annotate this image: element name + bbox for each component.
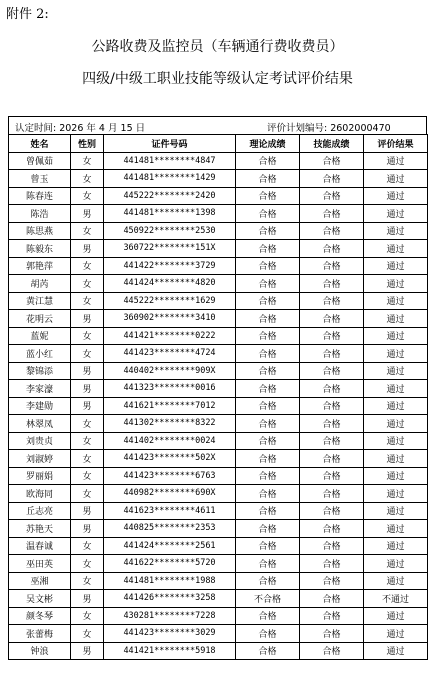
result-cell: 通过 bbox=[364, 397, 428, 415]
gender-cell: 男 bbox=[71, 380, 104, 398]
name-cell: 巫田英 bbox=[9, 555, 71, 573]
theory-score-cell: 合格 bbox=[236, 415, 300, 433]
id-number-cell: 441422********3729 bbox=[104, 257, 236, 275]
gender-cell: 女 bbox=[71, 415, 104, 433]
id-number-cell: 441481********1988 bbox=[104, 572, 236, 590]
result-cell: 通过 bbox=[364, 380, 428, 398]
table-row bbox=[9, 397, 428, 415]
gender-cell: 男 bbox=[71, 205, 104, 223]
theory-score-cell: 合格 bbox=[236, 572, 300, 590]
gender-cell: 男 bbox=[71, 310, 104, 328]
result-cell: 通过 bbox=[364, 205, 428, 223]
result-cell: 通过 bbox=[364, 292, 428, 310]
theory-score-cell: 合格 bbox=[236, 310, 300, 328]
theory-score-cell: 合格 bbox=[236, 432, 300, 450]
id-number-cell: 430281********7228 bbox=[104, 607, 236, 625]
id-number-cell: 441423********502X bbox=[104, 450, 236, 468]
skill-score-cell: 合格 bbox=[300, 625, 364, 643]
gender-cell: 女 bbox=[71, 327, 104, 345]
gender-cell: 男 bbox=[71, 642, 104, 660]
table-row bbox=[9, 520, 428, 538]
table-row bbox=[9, 572, 428, 590]
skill-score-cell: 合格 bbox=[300, 520, 364, 538]
id-number-cell: 441426********3258 bbox=[104, 590, 236, 608]
name-cell: 巫湘 bbox=[9, 572, 71, 590]
id-number-cell: 445222********1629 bbox=[104, 292, 236, 310]
id-number-cell: 360722********151X bbox=[104, 240, 236, 258]
name-cell: 林翠凤 bbox=[9, 415, 71, 433]
name-cell: 胡芮 bbox=[9, 275, 71, 293]
header-result: 评价结果 bbox=[364, 135, 428, 153]
id-number-cell: 441323********0016 bbox=[104, 380, 236, 398]
attachment-label: 附件 2: bbox=[6, 7, 49, 22]
gender-cell: 男 bbox=[71, 362, 104, 380]
gender-cell: 女 bbox=[71, 450, 104, 468]
skill-score-cell: 合格 bbox=[300, 275, 364, 293]
name-cell: 吴文彬 bbox=[9, 590, 71, 608]
skill-score-cell: 合格 bbox=[300, 397, 364, 415]
result-cell: 通过 bbox=[364, 222, 428, 240]
result-cell: 不通过 bbox=[364, 590, 428, 608]
name-cell: 蓝妮 bbox=[9, 327, 71, 345]
theory-score-cell: 合格 bbox=[236, 275, 300, 293]
skill-score-cell: 合格 bbox=[300, 607, 364, 625]
name-cell: 曾玉 bbox=[9, 170, 71, 188]
name-cell: 苏艳天 bbox=[9, 520, 71, 538]
table-row bbox=[9, 467, 428, 485]
id-number-cell: 441424********2561 bbox=[104, 537, 236, 555]
skill-score-cell: 合格 bbox=[300, 292, 364, 310]
theory-score-cell: 合格 bbox=[236, 187, 300, 205]
id-number-cell: 441621********7012 bbox=[104, 397, 236, 415]
result-cell: 通过 bbox=[364, 170, 428, 188]
skill-score-cell: 合格 bbox=[300, 502, 364, 520]
name-cell: 花明云 bbox=[9, 310, 71, 328]
id-number-cell: 441421********0222 bbox=[104, 327, 236, 345]
table-row bbox=[9, 590, 428, 608]
result-cell: 通过 bbox=[364, 152, 428, 170]
skill-score-cell: 合格 bbox=[300, 642, 364, 660]
result-cell: 通过 bbox=[364, 327, 428, 345]
skill-score-cell: 合格 bbox=[300, 572, 364, 590]
assessment-date: 认定时间: 2026 年 4 月 15 日 bbox=[15, 123, 146, 134]
table-row bbox=[9, 380, 428, 398]
result-cell: 通过 bbox=[364, 520, 428, 538]
name-cell: 钟浪 bbox=[9, 642, 71, 660]
table-row bbox=[9, 537, 428, 555]
id-number-cell: 360902********3410 bbox=[104, 310, 236, 328]
gender-cell: 女 bbox=[71, 187, 104, 205]
result-cell: 通过 bbox=[364, 187, 428, 205]
table-row bbox=[9, 205, 428, 223]
skill-score-cell: 合格 bbox=[300, 222, 364, 240]
table-row bbox=[9, 222, 428, 240]
table-row bbox=[9, 310, 428, 328]
result-cell: 通过 bbox=[364, 485, 428, 503]
name-cell: 黎锦添 bbox=[9, 362, 71, 380]
result-cell: 通过 bbox=[364, 257, 428, 275]
id-number-cell: 441423********6763 bbox=[104, 467, 236, 485]
theory-score-cell: 合格 bbox=[236, 240, 300, 258]
result-cell: 通过 bbox=[364, 240, 428, 258]
table-row bbox=[9, 432, 428, 450]
skill-score-cell: 合格 bbox=[300, 432, 364, 450]
table-row bbox=[9, 187, 428, 205]
id-number-cell: 441481********1429 bbox=[104, 170, 236, 188]
skill-score-cell: 合格 bbox=[300, 537, 364, 555]
skill-score-cell: 合格 bbox=[300, 240, 364, 258]
table-row bbox=[9, 257, 428, 275]
theory-score-cell: 合格 bbox=[236, 625, 300, 643]
id-number-cell: 445222********2420 bbox=[104, 187, 236, 205]
header-theory-score: 理论成绩 bbox=[236, 135, 300, 153]
skill-score-cell: 合格 bbox=[300, 327, 364, 345]
id-number-cell: 440825********2353 bbox=[104, 520, 236, 538]
header-skill-score: 技能成绩 bbox=[300, 135, 364, 153]
gender-cell: 男 bbox=[71, 520, 104, 538]
gender-cell: 女 bbox=[71, 275, 104, 293]
result-cell: 通过 bbox=[364, 432, 428, 450]
skill-score-cell: 合格 bbox=[300, 345, 364, 363]
meta-bar bbox=[8, 116, 427, 135]
theory-score-cell: 合格 bbox=[236, 257, 300, 275]
table-row bbox=[9, 555, 428, 573]
id-number-cell: 441481********1398 bbox=[104, 205, 236, 223]
name-cell: 张蕾梅 bbox=[9, 625, 71, 643]
gender-cell: 女 bbox=[71, 222, 104, 240]
gender-cell: 女 bbox=[71, 625, 104, 643]
skill-score-cell: 合格 bbox=[300, 310, 364, 328]
theory-score-cell: 合格 bbox=[236, 152, 300, 170]
plan-number: 评价计划编号: 2602000470 bbox=[267, 123, 391, 134]
table-row bbox=[9, 275, 428, 293]
skill-score-cell: 合格 bbox=[300, 555, 364, 573]
theory-score-cell: 合格 bbox=[236, 502, 300, 520]
result-cell: 通过 bbox=[364, 555, 428, 573]
table-row bbox=[9, 152, 428, 170]
id-number-cell: 440982********690X bbox=[104, 485, 236, 503]
id-number-cell: 441481********4847 bbox=[104, 152, 236, 170]
gender-cell: 女 bbox=[71, 572, 104, 590]
id-number-cell: 440402********909X bbox=[104, 362, 236, 380]
result-cell: 通过 bbox=[364, 362, 428, 380]
name-cell: 李家濠 bbox=[9, 380, 71, 398]
name-cell: 李建勋 bbox=[9, 397, 71, 415]
skill-score-cell: 合格 bbox=[300, 362, 364, 380]
id-number-cell: 441421********5918 bbox=[104, 642, 236, 660]
skill-score-cell: 合格 bbox=[300, 485, 364, 503]
table-header-row bbox=[9, 135, 428, 153]
id-number-cell: 441402********0024 bbox=[104, 432, 236, 450]
id-number-cell: 441623********4611 bbox=[104, 502, 236, 520]
header-gender: 性别 bbox=[71, 135, 104, 153]
table-row bbox=[9, 625, 428, 643]
theory-score-cell: 合格 bbox=[236, 205, 300, 223]
id-number-cell: 441424********4820 bbox=[104, 275, 236, 293]
results-table bbox=[8, 134, 428, 660]
theory-score-cell: 合格 bbox=[236, 380, 300, 398]
gender-cell: 女 bbox=[71, 537, 104, 555]
skill-score-cell: 合格 bbox=[300, 590, 364, 608]
name-cell: 郭艳萍 bbox=[9, 257, 71, 275]
gender-cell: 女 bbox=[71, 607, 104, 625]
gender-cell: 女 bbox=[71, 257, 104, 275]
title-line-2: 四级/中级工职业技能等级认定考试评价结果 bbox=[82, 71, 353, 87]
name-cell: 颜冬琴 bbox=[9, 607, 71, 625]
gender-cell: 女 bbox=[71, 555, 104, 573]
result-cell: 通过 bbox=[364, 345, 428, 363]
result-cell: 通过 bbox=[364, 310, 428, 328]
theory-score-cell: 合格 bbox=[236, 345, 300, 363]
theory-score-cell: 合格 bbox=[236, 327, 300, 345]
theory-score-cell: 合格 bbox=[236, 222, 300, 240]
result-cell: 通过 bbox=[364, 537, 428, 555]
theory-score-cell: 合格 bbox=[236, 485, 300, 503]
skill-score-cell: 合格 bbox=[300, 187, 364, 205]
name-cell: 罗丽娟 bbox=[9, 467, 71, 485]
table-row bbox=[9, 362, 428, 380]
header-id-number: 证件号码 bbox=[104, 135, 236, 153]
theory-score-cell: 合格 bbox=[236, 362, 300, 380]
gender-cell: 女 bbox=[71, 152, 104, 170]
theory-score-cell: 合格 bbox=[236, 642, 300, 660]
theory-score-cell: 合格 bbox=[236, 555, 300, 573]
theory-score-cell: 合格 bbox=[236, 450, 300, 468]
name-cell: 刘贵贞 bbox=[9, 432, 71, 450]
name-cell: 欧海同 bbox=[9, 485, 71, 503]
table-row bbox=[9, 485, 428, 503]
id-number-cell: 441302********8322 bbox=[104, 415, 236, 433]
name-cell: 陈浩 bbox=[9, 205, 71, 223]
table-row bbox=[9, 607, 428, 625]
name-cell: 刘淑婷 bbox=[9, 450, 71, 468]
result-cell: 通过 bbox=[364, 607, 428, 625]
name-cell: 陈思燕 bbox=[9, 222, 71, 240]
theory-score-cell: 合格 bbox=[236, 467, 300, 485]
theory-score-cell: 合格 bbox=[236, 537, 300, 555]
id-number-cell: 450922********2530 bbox=[104, 222, 236, 240]
theory-score-cell: 合格 bbox=[236, 292, 300, 310]
gender-cell: 男 bbox=[71, 397, 104, 415]
table-row bbox=[9, 502, 428, 520]
id-number-cell: 441423********4724 bbox=[104, 345, 236, 363]
result-cell: 通过 bbox=[364, 625, 428, 643]
theory-score-cell: 合格 bbox=[236, 397, 300, 415]
table-row bbox=[9, 327, 428, 345]
result-cell: 通过 bbox=[364, 467, 428, 485]
skill-score-cell: 合格 bbox=[300, 450, 364, 468]
id-number-cell: 441622********5720 bbox=[104, 555, 236, 573]
skill-score-cell: 合格 bbox=[300, 467, 364, 485]
theory-score-cell: 合格 bbox=[236, 607, 300, 625]
table-row bbox=[9, 450, 428, 468]
table-row bbox=[9, 642, 428, 660]
table-row bbox=[9, 345, 428, 363]
gender-cell: 女 bbox=[71, 485, 104, 503]
name-cell: 陈毅东 bbox=[9, 240, 71, 258]
theory-score-cell: 不合格 bbox=[236, 590, 300, 608]
gender-cell: 女 bbox=[71, 292, 104, 310]
title-line-1: 公路收费及监控员（车辆通行费收费员） bbox=[91, 39, 344, 55]
name-cell: 温春诚 bbox=[9, 537, 71, 555]
result-cell: 通过 bbox=[364, 572, 428, 590]
gender-cell: 女 bbox=[71, 170, 104, 188]
table-row bbox=[9, 292, 428, 310]
skill-score-cell: 合格 bbox=[300, 257, 364, 275]
skill-score-cell: 合格 bbox=[300, 415, 364, 433]
result-cell: 通过 bbox=[364, 642, 428, 660]
skill-score-cell: 合格 bbox=[300, 170, 364, 188]
table-row bbox=[9, 170, 428, 188]
name-cell: 曾佩茹 bbox=[9, 152, 71, 170]
skill-score-cell: 合格 bbox=[300, 380, 364, 398]
gender-cell: 女 bbox=[71, 345, 104, 363]
name-cell: 陈春连 bbox=[9, 187, 71, 205]
gender-cell: 男 bbox=[71, 590, 104, 608]
name-cell: 黄江慧 bbox=[9, 292, 71, 310]
result-cell: 通过 bbox=[364, 415, 428, 433]
theory-score-cell: 合格 bbox=[236, 170, 300, 188]
result-cell: 通过 bbox=[364, 275, 428, 293]
skill-score-cell: 合格 bbox=[300, 152, 364, 170]
gender-cell: 男 bbox=[71, 240, 104, 258]
gender-cell: 女 bbox=[71, 432, 104, 450]
id-number-cell: 441423********3029 bbox=[104, 625, 236, 643]
theory-score-cell: 合格 bbox=[236, 520, 300, 538]
name-cell: 蓝小红 bbox=[9, 345, 71, 363]
result-cell: 通过 bbox=[364, 502, 428, 520]
result-cell: 通过 bbox=[364, 450, 428, 468]
header-name: 姓名 bbox=[9, 135, 71, 153]
table-row bbox=[9, 415, 428, 433]
gender-cell: 男 bbox=[71, 502, 104, 520]
skill-score-cell: 合格 bbox=[300, 205, 364, 223]
table-row bbox=[9, 240, 428, 258]
name-cell: 丘志亮 bbox=[9, 502, 71, 520]
gender-cell: 女 bbox=[71, 467, 104, 485]
